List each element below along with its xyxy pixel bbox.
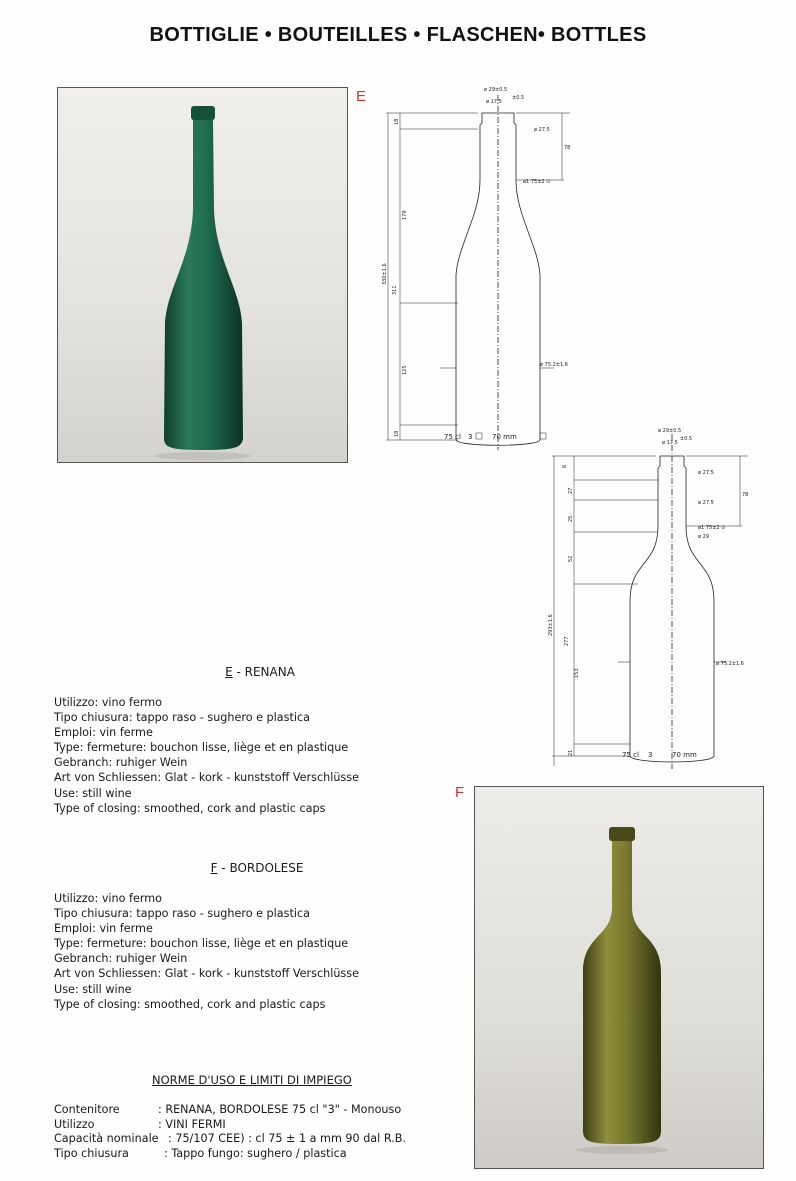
- dim-e-13: 18: [394, 430, 400, 437]
- section-f-line: Gebranch: ruhiger Wein: [54, 952, 188, 966]
- drawing-f-cl: 75 cl: [622, 751, 639, 759]
- dim-e-11: 125: [402, 365, 408, 375]
- section-f-line: Type of closing: smoothed, cork and plastic caps: [54, 997, 326, 1011]
- drawing-f-mm: 70 mm: [672, 751, 697, 759]
- dim-f-5: ø 27.5: [698, 500, 714, 506]
- dim-e-8: 179: [402, 210, 408, 220]
- dim-f-11: 25: [568, 515, 574, 522]
- norme-value: : RENANA, BORDOLESE 75 cl "3" - Monouso: [158, 1103, 402, 1116]
- section-f-name: - BORDOLESE: [217, 861, 304, 875]
- section-e-line: Gebranch: ruhiger Wein: [54, 756, 188, 770]
- section-e-name: - RENANA: [232, 665, 295, 679]
- section-f-letter: F: [210, 861, 218, 875]
- section-e-text: [54, 695, 359, 816]
- section-f-line: Art von Schliessen: Glat - kork - kunststoff Verschlüsse: [54, 967, 359, 981]
- label-e: E: [356, 88, 367, 105]
- norme-value: : VINI FERMI: [158, 1117, 226, 1131]
- section-e-line: Type of closing: smoothed, cork and plastic caps: [54, 801, 326, 815]
- dim-f-14: 293±1.6: [548, 614, 554, 636]
- section-e-line: Type: fermeture: bouchon lisse, liège et en plastique: [54, 741, 349, 755]
- dim-f-6: 78: [742, 492, 749, 498]
- norme-key: Tipo chiusura: [54, 1146, 129, 1160]
- section-f-heading: [200, 861, 314, 875]
- section-e-line: Utilizzo: vino fermo: [54, 696, 163, 709]
- norme-key: Capacità nominale: [54, 1132, 159, 1146]
- dim-f-4: ø 27.5: [698, 470, 714, 476]
- norme-value: : 75/107 CEE) : cl 75 ± 1 a mm 90 dal R.B.: [168, 1132, 406, 1146]
- section-e-line: Use: still wine: [54, 786, 132, 800]
- norme-key: Utilizzo: [54, 1117, 95, 1131]
- dim-f-15: 153: [574, 668, 580, 678]
- section-e-line: Tipo chiusura: tappo raso - sughero e plastica: [54, 711, 310, 725]
- dim-f-16: ø 75.2±1.6: [716, 661, 744, 667]
- drawing-e: [378, 85, 571, 450]
- section-f-line: Use: still wine: [54, 982, 132, 996]
- dim-e-3: ±0.5: [512, 95, 525, 101]
- section-e-line: Emploi: vin ferme: [54, 726, 153, 740]
- norme-key: Contenitore: [54, 1103, 120, 1116]
- section-f-line: Utilizzo: vino fermo: [54, 892, 163, 905]
- dim-f-10: 27: [568, 487, 574, 494]
- dim-f-17: 21: [568, 749, 574, 756]
- dim-e-7: 18: [394, 118, 400, 125]
- dim-e-1: ø 29±0.5: [484, 87, 508, 93]
- dim-e-10: 330±1.6: [382, 263, 388, 285]
- dim-e-2: ø 17.5: [486, 99, 502, 105]
- dim-f-1: ø 29±0.5: [658, 428, 682, 434]
- section-f-text: [54, 891, 359, 1012]
- section-f-line: Type: fermeture: bouchon lisse, liège et en plastique: [54, 937, 349, 951]
- dim-f-13: 277: [564, 636, 570, 646]
- dim-f-7: ø1 75±2 ⊙: [698, 525, 726, 531]
- dim-e-12: ø 75.2±1.6: [540, 362, 568, 368]
- dim-f-9: 6: [562, 464, 568, 468]
- section-f-line: Emploi: vin ferme: [54, 922, 153, 936]
- label-f: F: [455, 784, 465, 801]
- page-title: BOTTIGLIE • BOUTEILLES • FLASCHEN• BOTTLES: [149, 24, 647, 46]
- section-f-line: Tipo chiusura: tappo raso - sughero e plastica: [54, 907, 310, 921]
- norme-value: : Tappo fungo: sughero / plastica: [164, 1146, 347, 1160]
- dim-f-8: ø 29: [698, 534, 710, 540]
- drawing-e-mm: 70 mm: [492, 433, 517, 441]
- dim-e-6: ø1 75±2 ⊙: [523, 179, 551, 185]
- bottle-e-photo: [57, 87, 348, 463]
- dim-e-9: 311: [392, 285, 398, 295]
- drawing-f-mark: 3: [648, 751, 653, 759]
- drawing-e-mark: 3: [468, 433, 473, 441]
- drawing-e-cl: 75 cl: [444, 433, 461, 441]
- section-e-heading: [210, 665, 310, 679]
- section-e-line: Art von Schliessen: Glat - kork - kunststoff Verschlüsse: [54, 771, 359, 785]
- drawing-f: [548, 426, 788, 771]
- dim-e-5: 78: [564, 145, 571, 151]
- norme-heading: NORME D'USO E LIMITI DI IMPIEGO: [152, 1073, 352, 1087]
- dim-f-2: ø 17.5: [662, 440, 678, 446]
- section-e-letter: E: [225, 665, 233, 679]
- bottle-f-photo: [474, 786, 764, 1169]
- dim-f-3: ±0.5: [680, 436, 693, 442]
- dim-e-4: ø 27.5: [534, 127, 550, 133]
- dim-f-12: 52: [568, 555, 574, 562]
